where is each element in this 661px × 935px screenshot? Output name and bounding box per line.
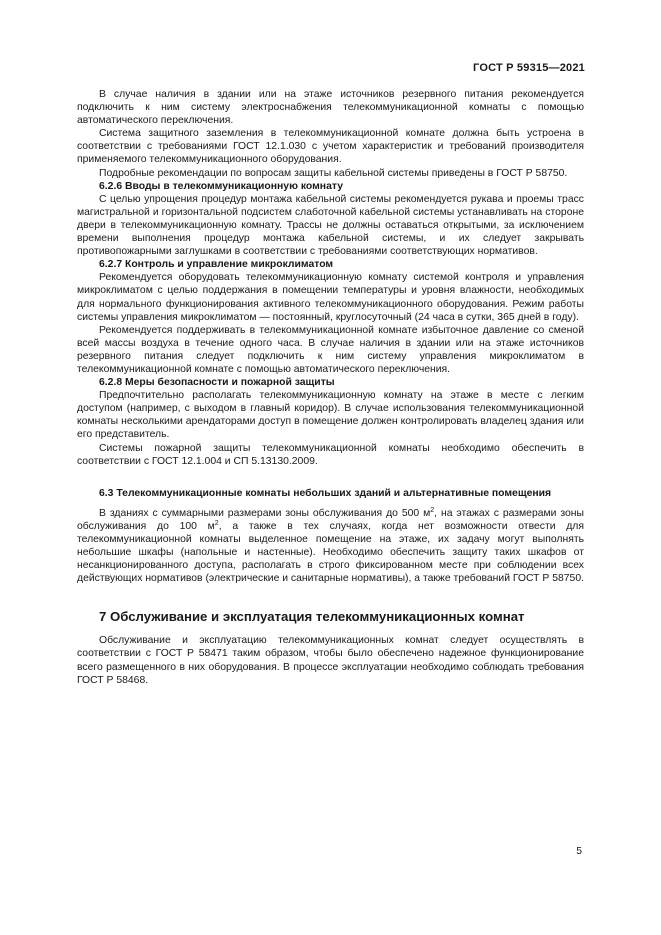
paragraph-backup-power: В случае наличия в здании или на этаже источников резервного питания рекомендуется подключить к ним систему электроснабжения телекоммуникационной комнаты с помощью автоматического переключения. bbox=[77, 89, 584, 127]
superscript: 2 bbox=[430, 506, 435, 514]
paragraph-cable-protection: Подробные рекомендации по вопросам защиты кабельной системы приведены в ГОСТ Р 58750. bbox=[99, 167, 568, 179]
text-segment: , а также в тех случаях, когда нет возможности отвести для телекоммуникационной комнаты выделенное помещение на этаже, их задачу могут выполнять небольшие шкафы (напольные и настенные). Необходимо обеспечить защиту таких шкафов от несанкционированного доступа, располагать в строго фиксированном месте при соблюдении всех действующих нормативов (электрические и санитарные нормативы), а также требований ГОСТ Р 58750. bbox=[77, 520, 585, 585]
heading-6-2-7: 6.2.7 Контроль и управление микроклиматом bbox=[99, 259, 334, 271]
paragraph-fire-protection: Системы пожарной защиты телекоммуникационной комнаты необходимо обеспечить в соответствии с ГОСТ 12.1.004 и СП 5.13130.2009. bbox=[77, 442, 584, 467]
document-body bbox=[77, 88, 584, 687]
heading-6-2-8: 6.2.8 Меры безопасности и пожарной защиты bbox=[99, 377, 335, 389]
superscript: 2 bbox=[214, 519, 219, 527]
heading-6-3: 6.3 Телекоммуникационные комнаты небольших зданий и альтернативные помещения bbox=[99, 487, 552, 499]
paragraph-maintenance: Обслуживание и эксплуатацию телекоммуникационных комнат следует осуществлять в соответствии с ГОСТ Р 58471 таким образом, чтобы было обеспечено надежное функционирование всего размещенного в них оборудования. В процессе эксплуатации необходимо соблюдать требования ГОСТ Р 58468. bbox=[77, 635, 584, 686]
paragraph-air-pressure: Рекомендуется поддерживать в телекоммуникационной комнате избыточное давление со сменой всей массы воздуха в течение одного часа. В случае наличия в здании или на этаже источников резервного питания следует подключить к ним систему управления микроклиматом в телекоммуникационной комнате с помощью автоматического переключения. bbox=[77, 324, 584, 375]
paragraph-small-buildings bbox=[77, 507, 584, 586]
paragraph-climate-control: Рекомендуется оборудовать телекоммуникационную комнату системой контроля и управления микроклиматом с целью поддержания в помещении температуры и уровня влажности, необходимых для нормального функционирования активного телекоммуникационного оборудования. Режим работы системы управления микроклиматом — постоянный, круглосуточный (24 часа в сутки, 365 дней в году). bbox=[77, 272, 584, 323]
paragraph-entries: С целью упрощения процедур монтажа кабельной системы рекомендуется рукава и проемы трасс магистральной и горизонтальной подсистем слаботочной кабельной системы устанавливать на стороне двери в телекоммуникационную комнату. Трассы не должны оставаться открытыми, за исключением времени выполнения процедур монтажа кабельной системы, и их следует закрывать противопожарными заглушками в соответствии с требованиями соответствующих нормативов. bbox=[77, 193, 584, 258]
page-number: 5 bbox=[576, 846, 582, 857]
text-segment: В зданиях с суммарными размерами зоны обслуживания до 500 м bbox=[99, 507, 431, 519]
heading-6-2-6: 6.2.6 Вводы в телекоммуникационную комнату bbox=[99, 180, 343, 192]
text-segment: , на этажах с размерами зоны обслуживания до 100 м bbox=[77, 507, 585, 532]
heading-section-7: 7 Обслуживание и эксплуатация телекоммуникационных комнат bbox=[99, 609, 525, 625]
paragraph-location-access: Предпочтительно располагать телекоммуникационную комнату на этаже в месте с легким доступом (например, с выходом в главный коридор). В случае использования телекоммуникационной комнаты несколькими арендаторами доступ в помещение должен контролировать владелец здания или его представитель. bbox=[77, 390, 584, 441]
paragraph-grounding: Система защитного заземления в телекоммуникационной комнате должна быть устроена в соответствии с требованиями ГОСТ 12.1.030 с учетом характеристик и требований производителя применяемого телекоммуникационного оборудования. bbox=[77, 128, 584, 166]
document-code: ГОСТ Р 59315—2021 bbox=[473, 62, 585, 74]
